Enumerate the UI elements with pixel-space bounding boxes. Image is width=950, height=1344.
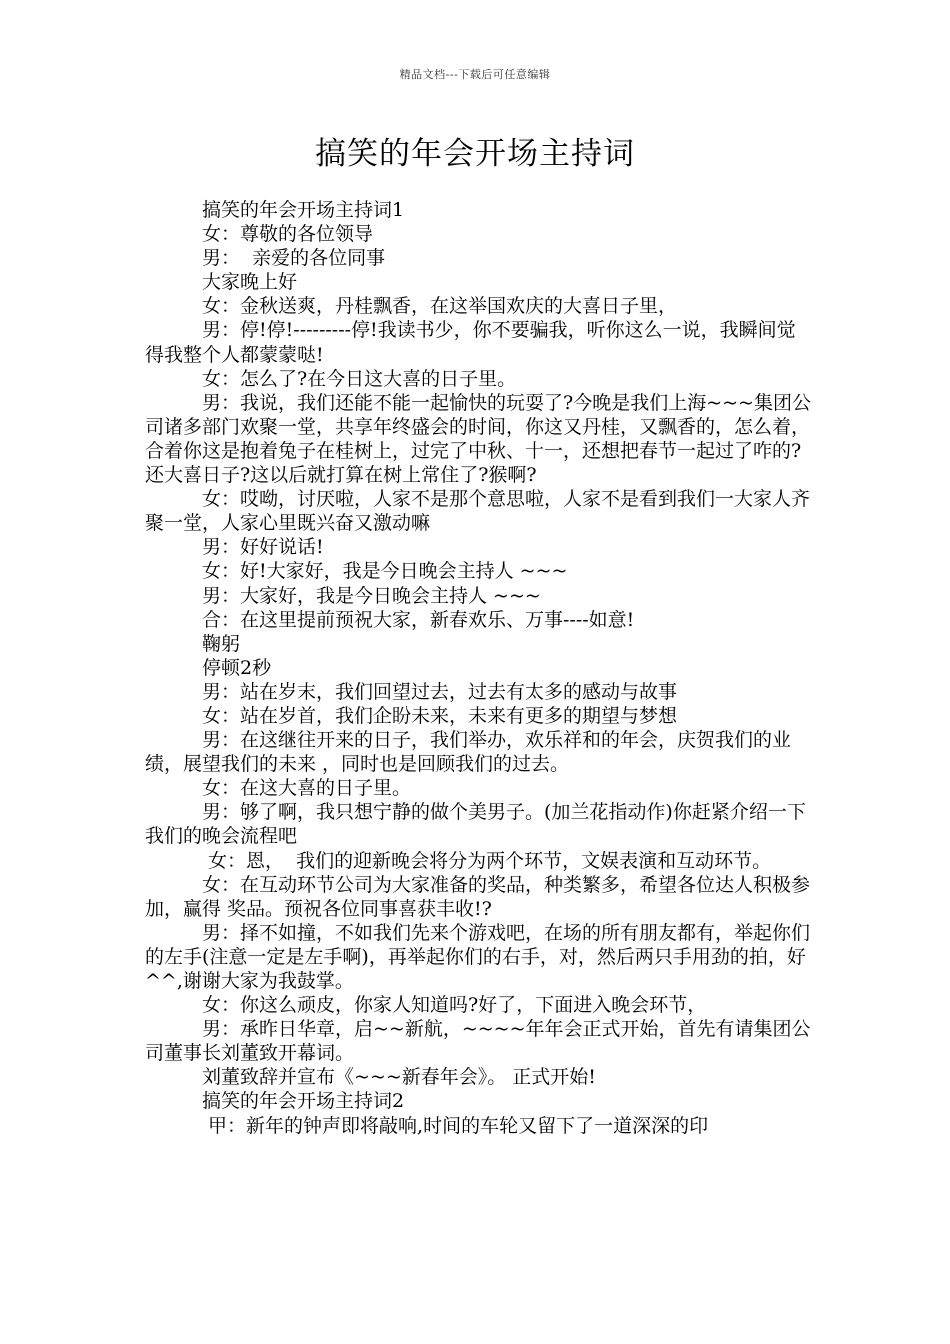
paragraph: 女：站在岁首，我们企盼未来，未来有更多的期望与梦想 xyxy=(202,704,678,727)
paragraph: 男：够了啊，我只想宁静的做个美男子。(加兰花指动作)你赶紧介绍一下我们的晚会流程吧 xyxy=(145,801,806,848)
paragraph: 男：站在岁末，我们回望过去，过去有太多的感动与故事 xyxy=(202,680,678,703)
paragraph: 女：恩， 我们的迎新晚会将分为两个环节，文娱表演和互动环节。 xyxy=(202,849,772,872)
paragraph: 搞笑的年会开场主持词1 xyxy=(202,199,405,221)
paragraph: 合：在这里提前预祝大家，新春欢乐、万事----如意! xyxy=(202,608,635,631)
paragraph: 女：尊敬的各位领导 xyxy=(202,223,374,246)
paragraph: 女：你这么顽皮，你家人知道吗?好了，下面进入晚会环节， xyxy=(202,994,707,1017)
paragraph: 男：在这继往开来的日子，我们举办，欢乐祥和的年会，庆贺我们的业绩，展望我们的未来 ，同时也是回顾我们的过去。 xyxy=(145,729,792,776)
paragraph: 男：择不如撞，不如我们先来个游戏吧，在场的所有朋友都有，举起你们的左手(注意一定是左手啊)，再举起你们的右手，对，然后两只手用劲的拍，好^^,谢谢大家为我鼓掌。 xyxy=(145,921,811,992)
paragraph: 鞠躬 xyxy=(202,632,241,655)
paragraph: 男：大家好，我是今日晚会主持人 ~~~ xyxy=(202,584,541,607)
paragraph: 大家晚上好 xyxy=(202,271,298,294)
paragraph: 男：我说，我们还能不能一起愉快的玩耍了?今晚是我们上海~~~集团公司诸多部门欢聚一堂，共享年终盛会的时间，你这又丹桂，又飘香的，怎么着，合着你这是抱着兔子在桂树上，过完了中秋、十一，还想把春节一起过了咋的?还大喜日子?这以后就打算在树上常住了?猴啊? xyxy=(145,391,811,487)
document-title: 搞笑的年会开场主持词 xyxy=(315,136,635,172)
paragraph: 女：怎么了?在今日这大喜的日子里。 xyxy=(202,367,517,390)
document-body xyxy=(145,198,813,1138)
paragraph: 男：承昨日华章，启~~新航，~~~~年年会正式开始，首先有请集团公司董事长刘董致开幕词。 xyxy=(145,1018,811,1065)
paragraph: 男：停!停!---------停!我读书少，你不要骗我，听你这么一说，我瞬间觉得我整个人都蒙蒙哒! xyxy=(145,319,796,366)
paragraph: 女：在这大喜的日子里。 xyxy=(202,777,412,800)
paragraph: 甲：新年的钟声即将敲响,时间的车轮又留下了一道深深的印 xyxy=(202,1114,709,1137)
paragraph: 女：在互动环节公司为大家准备的奖品，种类繁多，希望各位达人积极参加，赢得 奖品。预祝各位同事喜获丰收!? xyxy=(145,873,811,920)
paragraph: 男： 亲爱的各位同事 xyxy=(202,247,386,270)
paragraph: 停顿2秒 xyxy=(202,656,272,679)
paragraph: 女：哎呦，讨厌啦，人家不是那个意思啦，人家不是看到我们一大家人齐聚一堂，人家心里既兴奋又激动嘛 xyxy=(145,488,811,535)
paragraph: 男：好好说话! xyxy=(202,536,324,559)
paragraph: 女：好!大家好，我是今日晚会主持人 ~~~ xyxy=(202,560,568,583)
paragraph: 搞笑的年会开场主持词2 xyxy=(202,1090,405,1113)
paragraph: 刘董致辞并宣布《~~~新春年会》。 正式开始! xyxy=(202,1066,596,1089)
page-header: 精品文档---下载后可任意编辑 xyxy=(399,68,551,81)
paragraph: 女：金秋送爽，丹桂飘香，在这举国欢庆的大喜日子里， xyxy=(202,295,678,318)
